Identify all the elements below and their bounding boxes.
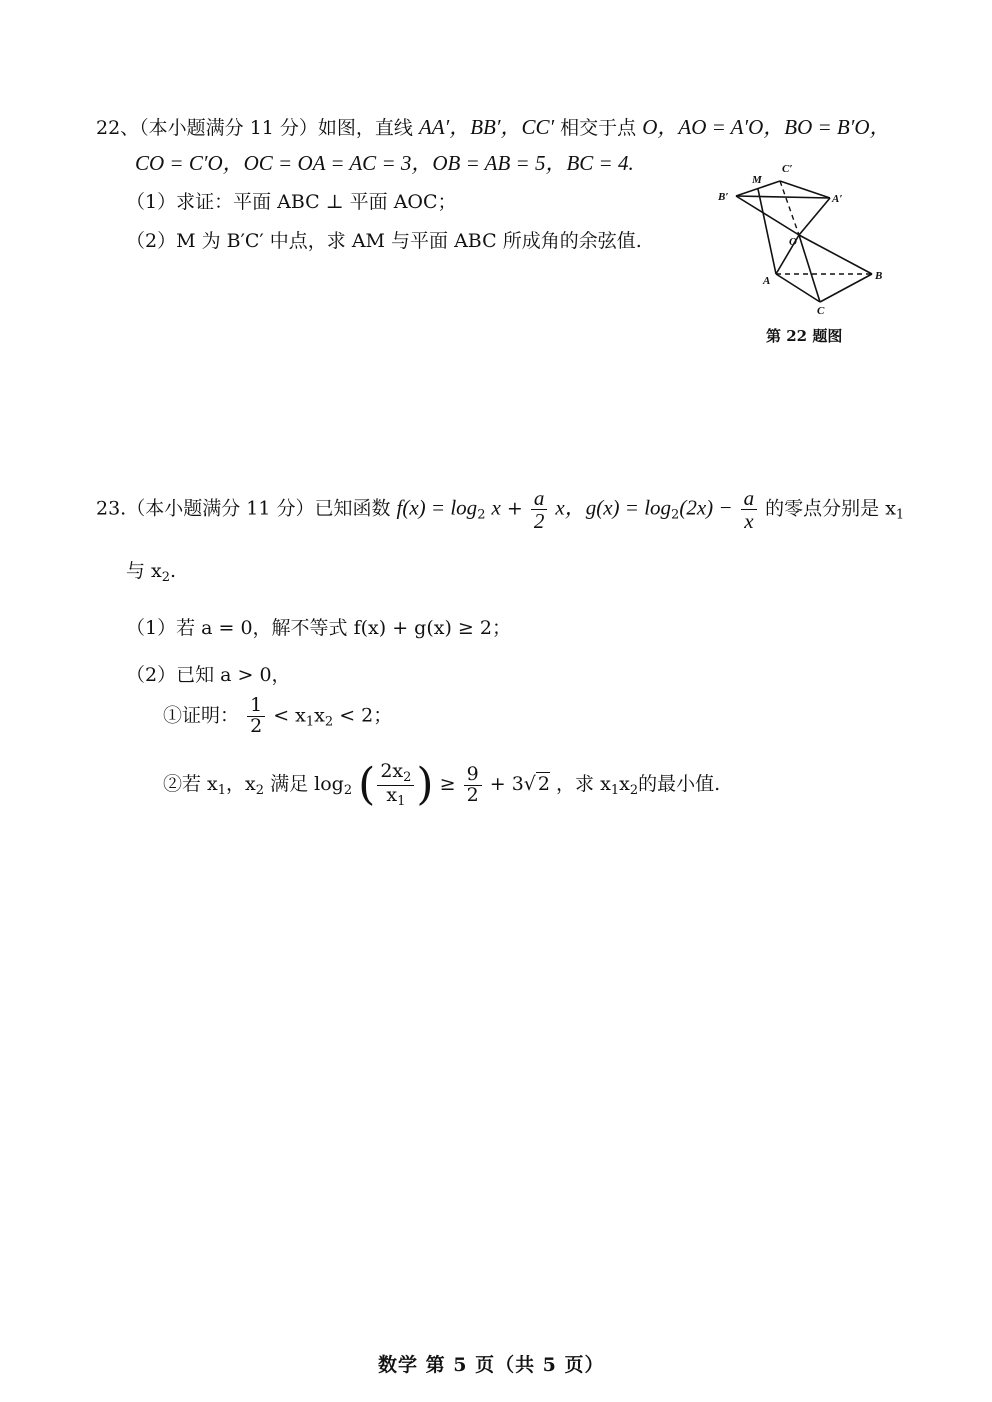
q23-sub1-post: < x [273,704,306,727]
q23-sub1-end: < 2； [339,704,393,727]
q22-part2: （2）M 为 B′C′ 中点，求 AM 与平面 ABC 所成角的余弦值. [126,230,642,252]
sub-1: 1 [610,783,620,799]
label-Bp: B′ [718,191,729,203]
sub-2: 2 [324,714,334,730]
q23-f-base: 2 [477,507,486,523]
frac-num: a [531,487,548,510]
q23-plus3: + 3 [489,773,524,796]
edge-Cp-Ap [780,181,830,198]
q23-line2-end: . [170,560,177,582]
q23-part1: （1）若 a = 0，解不等式 f(x) + g(x) ≥ 2； [126,617,511,639]
q22-line2 [135,153,634,174]
q23-line1 [96,487,904,532]
label-M: M [752,174,762,186]
frac-den-sub: 1 [397,793,406,809]
q22-line1 [96,117,891,138]
q23-frac-half [247,696,265,737]
q23-line2-text: 与 x [126,560,162,582]
q23-sub2-a: ，x [226,773,256,796]
frac-num: 2x [380,760,404,782]
q23-sub2-c: ，求 x [556,773,611,796]
frac-num: 1 [247,696,265,717]
frac-den: x [386,783,398,806]
q22-lines: AA′，BB′，CC′ [418,115,555,139]
frac-den: x [744,509,754,534]
frac-num: 9 [464,765,482,786]
q23-ge: ≥ [439,773,456,796]
q22-cond1: O，AO = A′O，BO = B′O， [642,115,891,139]
label-Ap: A′ [832,193,843,205]
q23-sub2-pre: ②若 x [163,773,218,796]
q23-frac-9-2 [464,762,482,806]
q23-tail-sub: 1 [895,507,905,523]
q22-intersect: 相交于点 [560,117,637,139]
q22-cond2: CO = C′O，OC = OA = AC = 3，OB = AB = 5，BC = 4. [135,151,634,175]
sub-1: 1 [217,783,227,799]
edge-Bp-O [736,196,799,235]
frac-den: 2 [466,783,479,806]
q23-sub2 [163,759,721,811]
q23-line2-sub: 2 [161,570,171,585]
q23-head: 23.（本小题满分 11 分）已知函数 [96,497,391,520]
frac-den: 2 [250,714,263,737]
frac-num-sub: 2 [403,770,412,785]
edge-C-B [820,274,872,302]
label-C: C [817,305,825,317]
edge-Bp-Ap [736,196,830,198]
frac-num: a [741,487,758,510]
label-A: A [763,275,771,287]
q23-frac-a-x [741,487,758,532]
sub-2: 2 [629,783,639,799]
right-paren: ) [416,759,434,811]
q23-plus: + [506,497,523,520]
label-O: O [789,236,797,248]
left-paren: ( [358,759,376,811]
q22-figure-caption: 第 22 题图 [766,327,843,345]
q23-g-def: x，g(x) = log [555,495,672,520]
q23-part2: （2）已知 a > 0， [126,664,291,686]
edge-A-C [776,274,820,302]
q22-part1: （1）求证：平面 ABC ⊥ 平面 AOC； [126,191,457,213]
label-B: B [875,270,883,282]
sub-2: 2 [255,783,265,799]
sub-1: 1 [305,714,315,730]
q23-g-base: 2 [671,507,680,523]
q23-tail: 的零点分别是 x [765,497,896,520]
q23-frac-2x2-x1 [377,762,414,808]
q23-f-x: x [491,495,501,520]
log-base: 2 [343,783,353,799]
q23-sub2-b: 满足 log [270,773,344,796]
q22-head: 22、（本小题满分 11 分）如图，直线 [96,117,413,139]
q23-g-mid: (2x) − [679,495,733,520]
q23-sub1-mid: x [314,704,325,727]
sqrt-radicand: 2 [537,773,550,796]
sqrt-sign: √ [523,773,536,796]
frac-den: 2 [533,509,545,534]
q23-sub1 [163,696,392,737]
q22-figure [712,156,902,317]
page-footer: 数学 第 5 页（共 5 页） [378,1354,605,1376]
q23-sub2-end: 的最小值. [638,773,721,796]
q23-sub2-d: x [619,773,630,796]
label-Cp: C′ [782,163,793,175]
q23-frac-a-2 [531,487,548,532]
q23-f-lhs: f(x) = log [396,495,478,520]
q23-sub1-pre: ①证明： [163,704,240,727]
edge-Cp-O-dashed [780,181,799,235]
edge-M-A [758,189,776,274]
edge-Ap-O [799,198,830,235]
q23-line2 [126,562,176,584]
